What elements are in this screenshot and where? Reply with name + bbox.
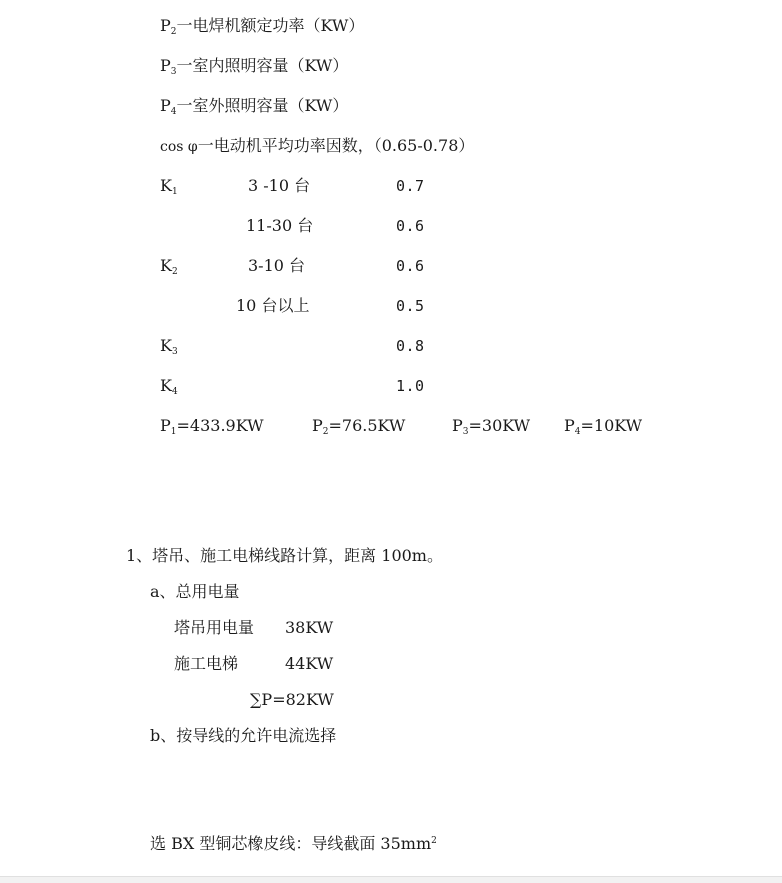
- coef-row-k1: [160, 176, 600, 196]
- definition-text: 一室外照明容量（KW）: [176, 96, 349, 115]
- coef-row-k2-b: [160, 296, 600, 316]
- elevator-label: 施工电梯: [174, 654, 239, 673]
- coef-value: 0.8: [396, 337, 425, 355]
- symbol: cos φ: [160, 139, 198, 155]
- power-p1: $P_1=433.9KW$: [160, 416, 264, 437]
- tower-crane-row: [174, 618, 474, 638]
- coef-value: 0.6: [396, 217, 425, 235]
- elevator-value: 44KW: [285, 654, 334, 673]
- coef-range: 11-30 台: [246, 216, 314, 235]
- definition-text: 一电动机平均功率因数，（0.65-0.78）: [197, 136, 475, 155]
- coef-row-k3: [160, 336, 600, 356]
- symbol: P: [160, 96, 171, 115]
- coef-subscript: 4: [171, 387, 178, 397]
- coef-subscript: 1: [171, 187, 178, 197]
- coef-subscript: 2: [171, 267, 178, 277]
- coef-value: 0.6: [396, 257, 425, 275]
- definition-p2: [160, 16, 364, 36]
- definition-cos: [160, 136, 474, 157]
- power-values-row: [160, 416, 660, 436]
- coef-row-k1-b: [160, 216, 600, 236]
- coef-value: 0.7: [396, 177, 425, 195]
- definition-text: 一室内照明容量（KW）: [176, 56, 349, 75]
- coef-row-k4: [160, 376, 600, 396]
- coef-symbol: K: [160, 336, 172, 355]
- definition-p3: [160, 56, 348, 76]
- superscript: 2: [431, 836, 437, 846]
- subscript: 2: [170, 27, 177, 37]
- subsection-b-heading: b、按导线的允许电流选择: [150, 726, 337, 745]
- power-p3: $P_3=30KW$: [452, 416, 531, 437]
- tower-crane-label: 塔吊用电量: [174, 618, 255, 637]
- definition-text: 一电焊机额定功率（KW）: [176, 16, 365, 35]
- power-p2: $P_2=76.5KW$: [312, 416, 406, 437]
- power-p4: $P_4=10KW$: [564, 416, 643, 437]
- wire-selection: [150, 834, 437, 854]
- tower-crane-value: 38KW: [285, 618, 334, 637]
- elevator-row: [174, 654, 474, 674]
- coef-symbol: K: [160, 256, 172, 275]
- subscript: 4: [170, 107, 177, 117]
- subsection-a-heading: a、总用电量: [150, 582, 240, 601]
- coef-symbol: K: [160, 376, 172, 395]
- sum-total: ∑P=82KW: [250, 690, 334, 709]
- coef-value: 1.0: [396, 377, 425, 395]
- coef-range: 10 台以上: [236, 296, 310, 315]
- symbol: P: [160, 16, 171, 35]
- coef-range: 3 -10 台: [248, 176, 311, 195]
- section-heading: 1、塔吊、施工电梯线路计算，距离 100m。: [126, 546, 443, 565]
- wire-selection-text: 选 BX 型铜芯橡皮线：导线截面 35mm: [150, 834, 432, 853]
- coef-range: 3-10 台: [248, 256, 306, 275]
- coef-value: 0.5: [396, 297, 425, 315]
- coef-symbol: K: [160, 176, 172, 195]
- definition-p4: [160, 96, 348, 116]
- symbol: P: [160, 56, 171, 75]
- coef-row-k2: [160, 256, 600, 276]
- subscript: 3: [170, 67, 177, 77]
- coef-subscript: 3: [171, 347, 178, 357]
